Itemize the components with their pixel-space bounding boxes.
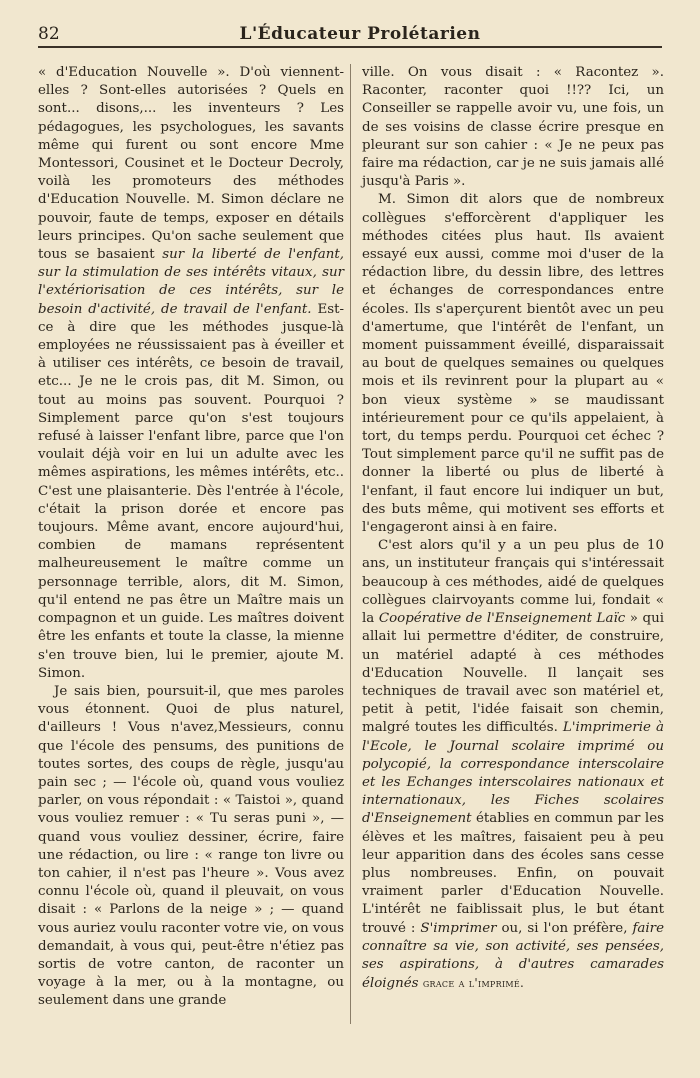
page-number: 82 <box>38 24 60 44</box>
text-run: ville. On vous disait : « Racontez ». Raconter, raconter quoi !!?? Ici, un Conseiller se rappelle avoir vu, une fois, un de ses voisins de classe écrire presque en pleurant sur son cahier : « Je ne peux pas faire ma rédaction, car je ne suis jamais allé jusqu'à Paris ». <box>362 65 664 190</box>
header-rule <box>38 46 662 48</box>
italic-text: sur la liberté de l'enfant, sur la stimulation de ses intérêts vitaux, sur l'extériorisation de ces intérêts, sur le besoin d'activité, de travail de l'enfant. <box>38 247 344 317</box>
running-head: L'Éducateur Prolétarien <box>239 24 481 44</box>
italic-text: S'imprimer <box>420 920 497 936</box>
text-run: ou, si l'on préfère, <box>496 920 633 936</box>
text-run: établies en commun par les élèves et les maîtres, faisaient peu à peu leur apparition dans des écoles sans cesse plus nombreuses. Enfin, on pouvait vraiment parler d'Education Nouvelle. L'intérêt ne faiblissait plus, le but étant trouvé : <box>362 811 664 936</box>
text-run: » qui allait lui permettre d'éditer, de construire, un matériel adapté à ces méthodes d'Education Nouvelle. Il lançait ses techniques de travail avec son matériel et, petit à petit, l'idée faisait son chemin, malgré toutes les difficultés. <box>362 611 665 736</box>
paragraph <box>38 683 344 1011</box>
right-column <box>362 64 664 993</box>
paragraph <box>38 64 344 683</box>
left-column <box>38 64 344 1011</box>
italic-text: L'imprimerie à l'Ecole, le Journal scolaire imprimé ou polycopié, la correspondance interscolaire et les Echanges interscolaires nationaux et internationaux, les Fiches scolaires d'Enseignement <box>362 720 665 827</box>
text-run: M. Simon dit alors que de nombreux collègues s'efforcèrent d'appliquer les méthodes citées plus haut. Ils avaient essayé eux aussi, comme moi d'user de la rédaction libre, du dessin libre, des lettres et échanges de correspondances entre écoles. Ils s'aperçurent bientôt avec un peu d'amertume, que l'intérêt de l'enfant, un moment puissamment éveillé, disparaissait au bout de quelques semaines ou quelques mois et ils revinrent pour la plupart au « bon vieux système » se maudissant intérieurement pour ce qu'ils appelaient, à tort, du temps perdu. Pourquoi cet échec ? Tout simplement parce qu'il ne suffit pas de donner la liberté ou plus de liberté à l'enfant, il faut encore lui indiquer un but, des buts même, qui motivent ses efforts et l'engageront ainsi à en faire. <box>362 192 664 536</box>
text-run: C'est alors qu'il y a un peu plus de 10 ans, un instituteur français qui s'intéressait beaucoup à ces méthodes, aidé de quelques collègues clairvoyants comme lui, fondait « la <box>362 538 664 627</box>
paragraph <box>362 191 664 537</box>
italic-text: faire connaître sa vie, son activité, ses pensées, ses aspirations, à d'autres camarades éloignés <box>362 920 665 992</box>
column-divider <box>350 64 351 1024</box>
page-header <box>38 16 662 44</box>
text-run: Je sais bien, poursuit-il, que mes paroles vous étonnent. Quoi de plus naturel, d'ailleurs ! Vous n'avez,Messieurs, connu que l'école des pensums, des punitions de toutes sortes, des coups de règle, jusqu'au pain sec ; — l'école où, quand vous vouliez parler, on vous répondait : « Taistoi », quand vous vouliez remuer : « Tu seras puni », — quand vous vouliez dessiner, écrire, faire une rédaction, ou lire : « range ton livre ou ton cahier, il n'est pas l'heure ». Vous avez connu l'école où, quand il pleuvait, on vous disait : « Parlons de la neige » ; — quand vous auriez voulu raconter votre vie, on vous demandait, à vous qui, peut-être n'étiez pas sortis de votre canton, de raconter un voyage à la mer, ou à la montagne, ou seulement dans une grande <box>38 683 344 1009</box>
italic-text: Coopérative de l'Enseignement Laïc <box>378 611 626 627</box>
text-run: « d'Education Nouvelle ». D'où viennent-elles ? Sont-elles autorisées ? Quels en sont... disons,... les inventeurs ? Les pédagogues, les psychologues, les savants même qui furent ou sont encore Mme Montessori, Cousinet et le Docteur Decroly, voilà les promoteurs des méthodes d'Education Nouvelle. M. Simon déclare ne pouvoir, faute de temps, exposer en détails leurs principes. Qu'on sache seulement que tous se basaient <box>38 65 344 263</box>
text-run: Est-ce à dire que les méthodes jusque-là employées ne réussissaient pas à éveiller et à utiliser ces intérêts, ce besoin de travail, etc... Je ne le crois pas, dit M. Simon, ou tout au moins pas souvent. Pourquoi ? Simplement parce qu'on s'est toujours refusé à laisser l'enfant libre, parce que l'on voulait déjà voir en lui un adulte avec les mêmes aspirations, les mêmes intérêts, etc.. C'est une plaisanterie. Dès l'entrée à l'école, c'était la prison dorée et encore pas toujours. Même avant, encore aujourd'hui, combien de mamans représentent malheureusement le maître comme un personnage terrible, alors, dit M. Simon, qu'il entend ne pas être un Maître mais un compagnon et un guide. Les maîtres doivent être les enfants et toute la classe, la mienne s'en trouve bien, lui le premier, ajoute M. Simon. <box>38 301 345 681</box>
small-caps-text: grace a l'imprimé. <box>422 976 525 991</box>
paragraph <box>362 537 664 993</box>
paragraph <box>362 64 664 191</box>
